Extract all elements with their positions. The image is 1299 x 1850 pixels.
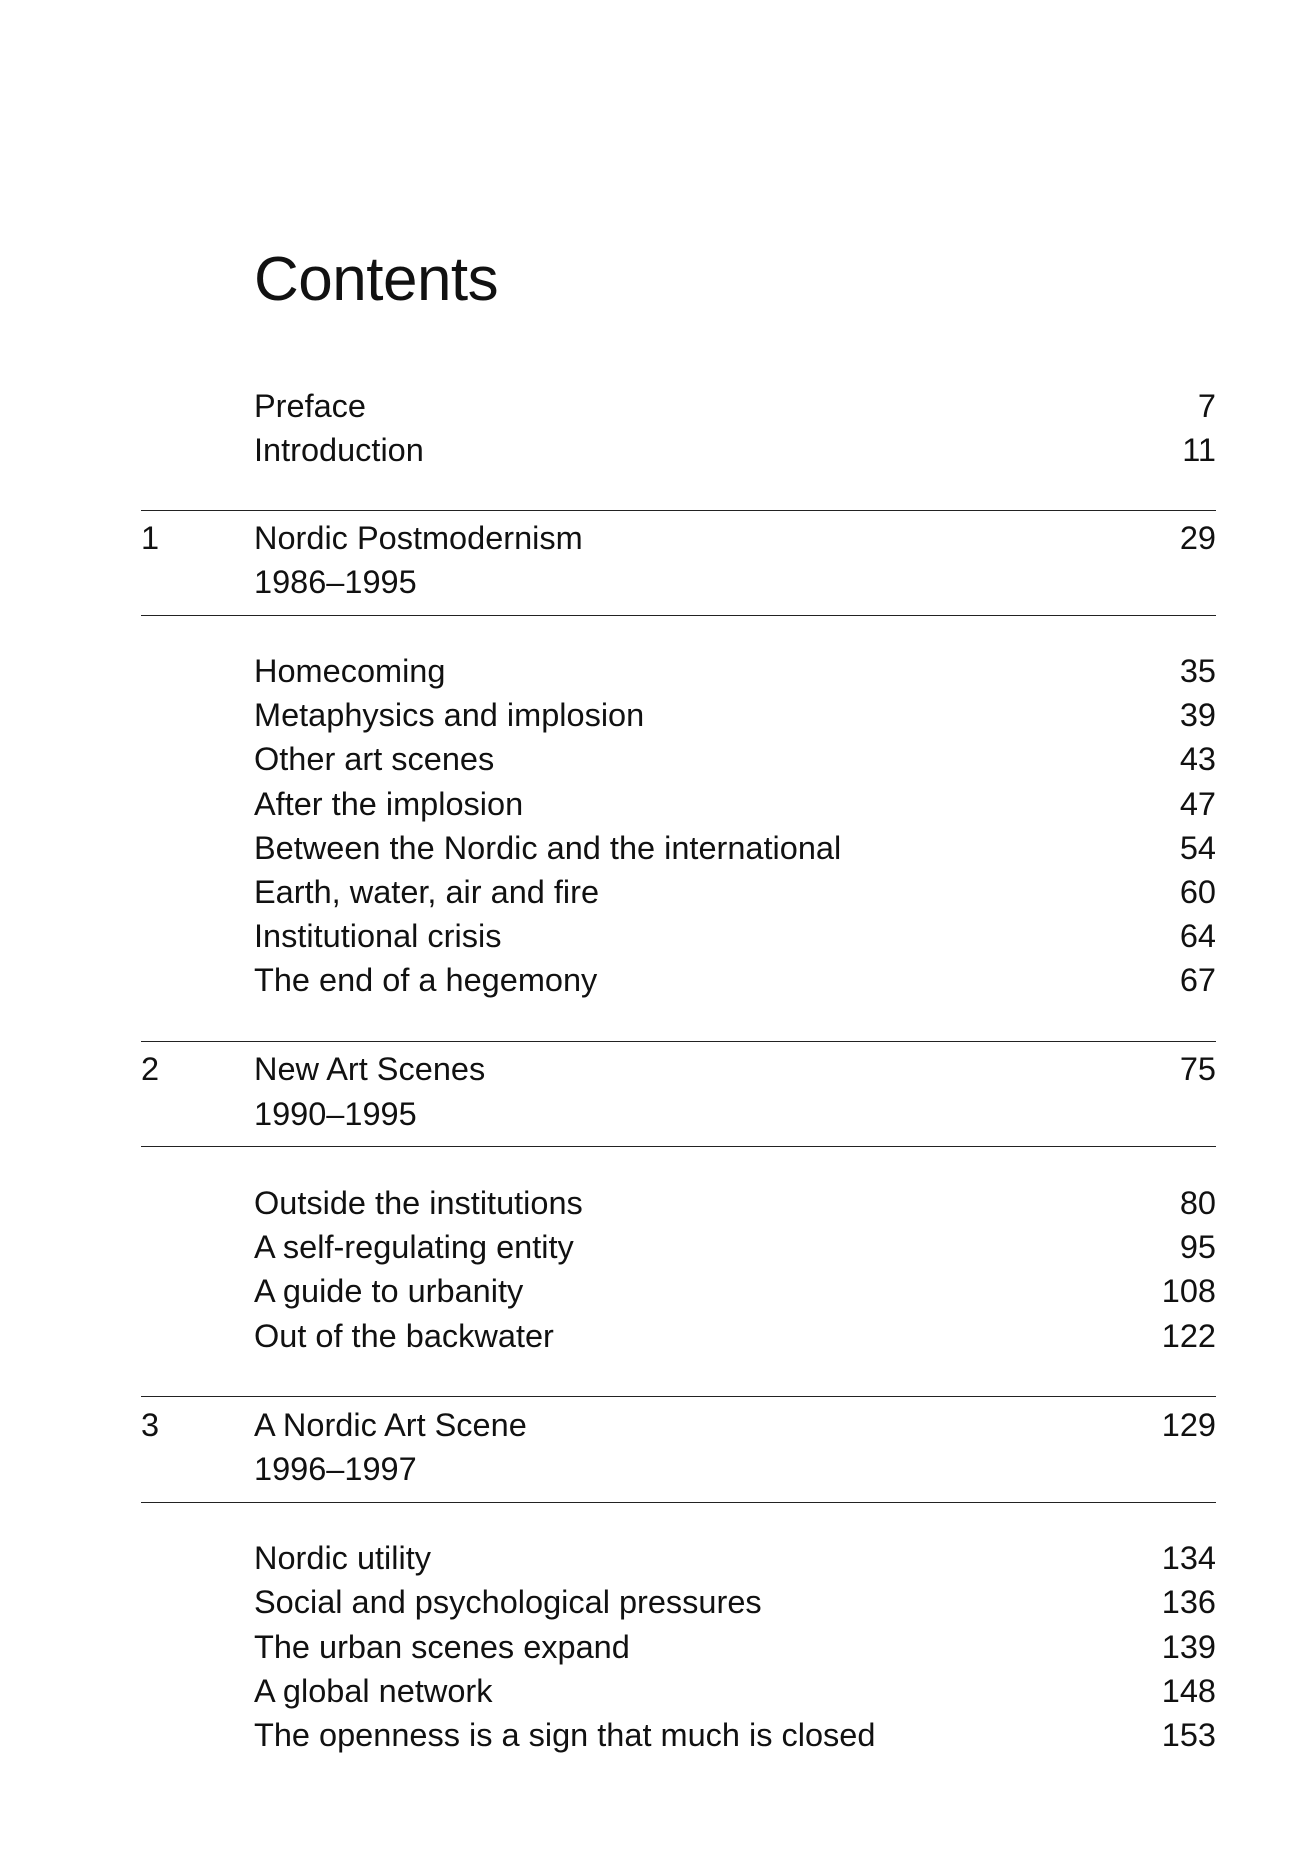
chapter-title: Nordic Postmodernism [254, 520, 583, 556]
toc-page-number: 122 [1161, 1318, 1216, 1354]
toc-entry[interactable] [254, 1669, 1216, 1713]
toc-entry-preface[interactable] [254, 384, 1216, 428]
toc-entry-label: Outside the institutions [254, 1185, 583, 1221]
chapter-divider [141, 615, 1216, 616]
toc-entry-label: The end of a hegemony [254, 962, 598, 998]
toc-page-number: 11 [1182, 432, 1216, 468]
toc-page-number: 35 [1179, 653, 1216, 689]
chapter-heading-3[interactable] [254, 1403, 1216, 1447]
toc-entry-label: Social and psychological pressures [254, 1584, 762, 1620]
chapter-number: 1 [141, 520, 160, 556]
toc-entry-label: The urban scenes expand [254, 1629, 630, 1665]
toc-entry[interactable] [254, 649, 1216, 693]
toc-entry[interactable] [254, 1181, 1216, 1225]
toc-page-number: 139 [1161, 1629, 1216, 1665]
toc-page-number: 136 [1161, 1584, 1216, 1620]
toc-entry[interactable] [254, 1625, 1216, 1669]
toc-entry-introduction[interactable] [254, 428, 1216, 472]
toc-page-number: 64 [1179, 918, 1216, 954]
chapter-divider [141, 510, 1216, 511]
toc-entry[interactable] [254, 914, 1216, 958]
chapter-title: New Art Scenes [254, 1051, 486, 1087]
toc-entry[interactable] [254, 958, 1216, 1002]
chapter-divider [141, 1146, 1216, 1147]
toc-page-number: 29 [1179, 520, 1216, 556]
chapter-number: 3 [141, 1407, 160, 1443]
page-title: Contents [254, 245, 499, 314]
chapter-years: 1990–1995 [254, 1096, 417, 1132]
chapter-number: 2 [141, 1051, 160, 1087]
chapter-divider [141, 1041, 1216, 1042]
toc-page-number: 80 [1179, 1185, 1216, 1221]
toc-entry-label: Earth, water, air and fire [254, 874, 600, 910]
chapter-divider [141, 1502, 1216, 1503]
toc-entry-label: Between the Nordic and the international [254, 830, 842, 866]
toc-entry[interactable] [254, 737, 1216, 781]
toc-page-number: 95 [1179, 1229, 1216, 1265]
toc-entry-label: Nordic utility [254, 1540, 431, 1576]
chapter-heading-2[interactable] [254, 1047, 1216, 1091]
toc-entry[interactable] [254, 1713, 1216, 1757]
toc-entry-label: Preface [254, 388, 367, 424]
toc-entry[interactable] [254, 826, 1216, 870]
toc-entry-label: A guide to urbanity [254, 1273, 524, 1309]
toc-page-number: 54 [1179, 830, 1216, 866]
toc-entry[interactable] [254, 1314, 1216, 1358]
toc-page-number: 153 [1161, 1717, 1216, 1753]
chapter-years: 1996–1997 [254, 1451, 417, 1487]
toc-entry-label: A self-regulating entity [254, 1229, 574, 1265]
toc-entry-label: Out of the backwater [254, 1318, 554, 1354]
toc-entry-label: The openness is a sign that much is closed [254, 1717, 876, 1753]
toc-entry[interactable] [254, 1536, 1216, 1580]
toc-page-number: 134 [1161, 1540, 1216, 1576]
toc-page-number: 67 [1179, 962, 1216, 998]
toc-page-number: 60 [1179, 874, 1216, 910]
toc-entry-label: A global network [254, 1673, 493, 1709]
chapter-divider [141, 1396, 1216, 1397]
toc-entry-label: Homecoming [254, 653, 446, 689]
toc-entry-label: Institutional crisis [254, 918, 502, 954]
toc-page-number: 108 [1161, 1273, 1216, 1309]
toc-entry-label: Introduction [254, 432, 424, 468]
chapter-years: 1986–1995 [254, 564, 417, 600]
toc-entry[interactable] [254, 782, 1216, 826]
toc-entry-label: After the implosion [254, 786, 524, 822]
toc-page-number: 39 [1179, 697, 1216, 733]
toc-page-number: 148 [1161, 1673, 1216, 1709]
chapter-heading-1[interactable] [254, 516, 1216, 560]
toc-page-number: 7 [1197, 388, 1216, 424]
toc-entry-label: Metaphysics and implosion [254, 697, 645, 733]
chapter-title: A Nordic Art Scene [254, 1407, 527, 1443]
toc-page-number: 129 [1161, 1407, 1216, 1443]
toc-page-number: 75 [1179, 1051, 1216, 1087]
toc-entry[interactable] [254, 870, 1216, 914]
toc-entry[interactable] [254, 1225, 1216, 1269]
toc-page-number: 47 [1179, 786, 1216, 822]
toc-entry[interactable] [254, 1269, 1216, 1313]
toc-page-number: 43 [1179, 741, 1216, 777]
toc-entry-label: Other art scenes [254, 741, 495, 777]
toc-entry[interactable] [254, 1580, 1216, 1624]
toc-entry[interactable] [254, 693, 1216, 737]
